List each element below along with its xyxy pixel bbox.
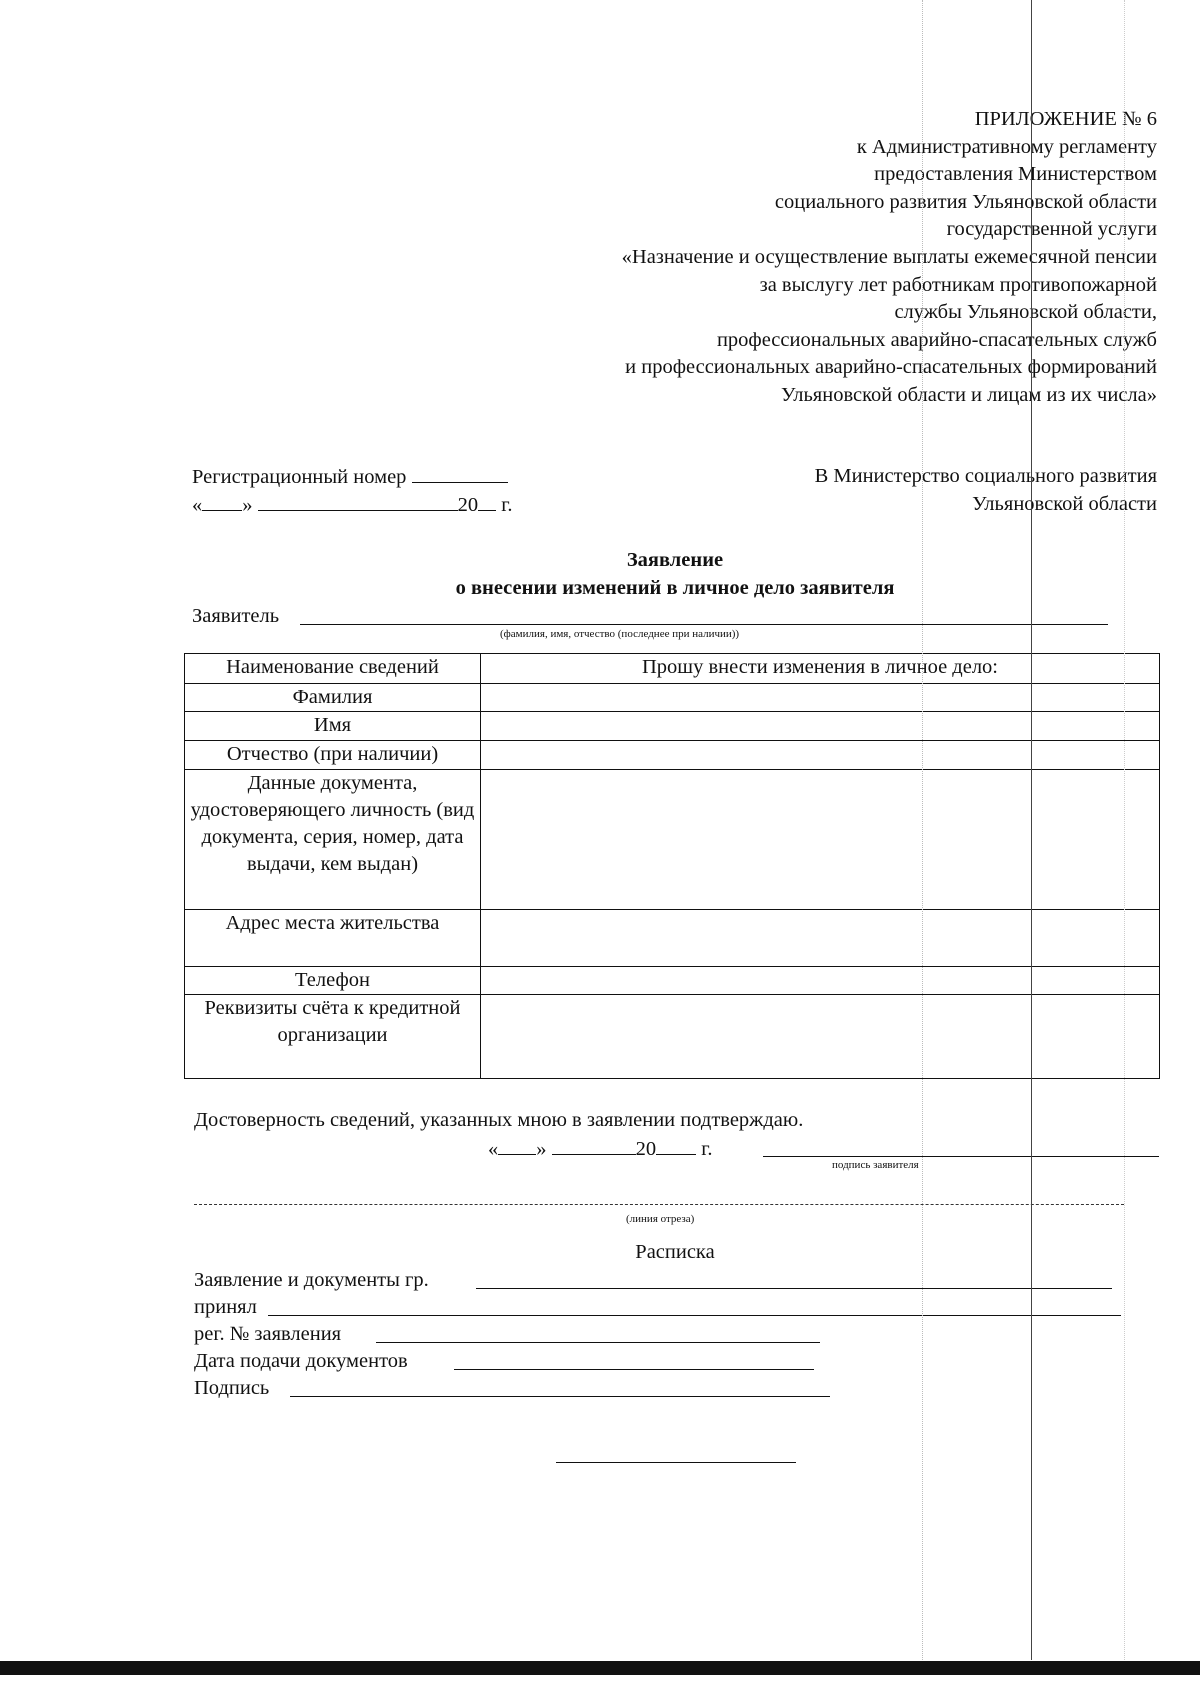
cut-line	[194, 1204, 1124, 1205]
close-quote: »	[242, 494, 253, 516]
year-suffix: г.	[701, 1138, 713, 1160]
registration-number-field[interactable]	[412, 462, 508, 483]
receipt-docs-field[interactable]	[476, 1288, 1112, 1289]
table-row	[185, 770, 1160, 910]
row-value-identity-document[interactable]	[481, 770, 1160, 910]
table-row	[185, 712, 1160, 741]
scan-bottom-border	[0, 1661, 1200, 1675]
applicant-hint: (фамилия, имя, отчество (последнее при наличии))	[500, 628, 740, 640]
table-row	[185, 967, 1160, 995]
receipt-sign-label: Подпись	[194, 1377, 270, 1399]
registration-year-field[interactable]	[478, 490, 496, 511]
receipt-accepted-field[interactable]	[268, 1315, 1121, 1316]
open-quote: «	[488, 1138, 499, 1160]
registration-number	[192, 462, 508, 491]
row-label-name: Имя	[185, 712, 481, 741]
registration-date	[192, 490, 512, 519]
row-value-phone[interactable]	[481, 967, 1160, 995]
confirmation-month-field[interactable]	[552, 1134, 636, 1155]
receipt-reg-label: рег. № заявления	[194, 1323, 342, 1345]
receipt-date-label: Дата подачи документов	[194, 1350, 408, 1372]
confirmation-date	[488, 1134, 712, 1163]
appendix-header	[622, 106, 1157, 410]
confirmation-day-field[interactable]	[498, 1134, 536, 1155]
appendix-line: к Административному регламенту	[856, 135, 1157, 158]
row-value-name[interactable]	[481, 712, 1160, 741]
appendix-line: за выслугу лет работникам противопожарной	[759, 273, 1157, 296]
table-row	[185, 684, 1160, 712]
row-label-identity-document: Данные документа, удостоверяющего личность (вид документа, серия, номер, дата выдачи, кем выдан)	[185, 770, 481, 910]
appendix-line: службы Ульяновской области,	[894, 301, 1157, 324]
appendix-line: и профессиональных аварийно-спасательных формирований	[625, 356, 1157, 379]
receipt-sign-field[interactable]	[290, 1396, 830, 1397]
row-value-patronymic[interactable]	[481, 741, 1160, 770]
row-value-address[interactable]	[481, 910, 1160, 967]
recipient-block	[815, 462, 1157, 518]
appendix-line: государственной услуги	[946, 218, 1157, 241]
cut-line-label: (линия отреза)	[626, 1213, 695, 1225]
scan-artifact-line	[1031, 0, 1032, 1660]
appendix-line: Ульяновской области и лицам из их числа»	[781, 383, 1157, 406]
open-quote: «	[192, 494, 203, 516]
registration-number-label: Регистрационный номер	[192, 466, 407, 488]
row-value-surname[interactable]	[481, 684, 1160, 712]
appendix-line: «Назначение и осуществление выплаты ежемесячной пенсии	[621, 245, 1157, 268]
year-prefix: 20	[635, 1138, 657, 1160]
year-prefix: 20	[457, 494, 479, 516]
close-quote: »	[536, 1138, 547, 1160]
confirmation-text: Достоверность сведений, указанных мною в заявлении подтверждаю.	[194, 1109, 804, 1131]
signature-field[interactable]	[763, 1156, 1159, 1157]
receipt-docs-label: Заявление и документы гр.	[194, 1269, 429, 1291]
registration-month-field[interactable]	[258, 490, 458, 511]
receipt-title: Расписка	[635, 1241, 715, 1263]
appendix-line: предоставления Министерством	[874, 163, 1157, 186]
table-row	[185, 910, 1160, 967]
table-header-left: Наименование сведений	[185, 654, 481, 684]
recipient-line: В Министерство социального развития	[814, 465, 1157, 487]
receipt-date-field[interactable]	[454, 1369, 814, 1370]
row-label-phone: Телефон	[185, 967, 481, 995]
row-label-patronymic: Отчество (при наличии)	[185, 741, 481, 770]
table-header-row	[185, 654, 1160, 684]
changes-table	[184, 653, 1160, 1079]
receipt-accepted-label: принял	[194, 1296, 257, 1318]
footer-line	[556, 1462, 796, 1463]
appendix-line: социального развития Ульяновской области	[774, 190, 1157, 213]
applicant-label: Заявитель	[192, 605, 280, 627]
row-value-bank-account[interactable]	[481, 995, 1160, 1079]
applicant-field[interactable]	[300, 624, 1108, 625]
scan-artifact-line	[1124, 0, 1125, 1660]
row-label-address: Адрес места жительства	[185, 910, 481, 967]
document-subtitle: о внесении изменений в личное дело заявителя	[455, 577, 895, 599]
recipient-line: Ульяновской области	[972, 493, 1157, 515]
table-header-right: Прошу внести изменения в личное дело:	[481, 654, 1160, 684]
appendix-line: профессиональных аварийно-спасательных служб	[716, 328, 1157, 351]
table-row	[185, 741, 1160, 770]
table-row	[185, 995, 1160, 1079]
year-suffix: г.	[501, 494, 513, 516]
row-label-bank-account: Реквизиты счёта к кредитной организации	[185, 995, 481, 1079]
document-title: Заявление	[626, 549, 724, 571]
scan-artifact-line	[922, 0, 923, 1660]
confirmation-year-field[interactable]	[656, 1134, 696, 1155]
signature-hint: подпись заявителя	[832, 1159, 919, 1171]
receipt-reg-field[interactable]	[376, 1342, 820, 1343]
registration-day-field[interactable]	[202, 490, 242, 511]
appendix-line: ПРИЛОЖЕНИЕ № 6	[974, 108, 1157, 130]
row-label-surname: Фамилия	[185, 684, 481, 712]
